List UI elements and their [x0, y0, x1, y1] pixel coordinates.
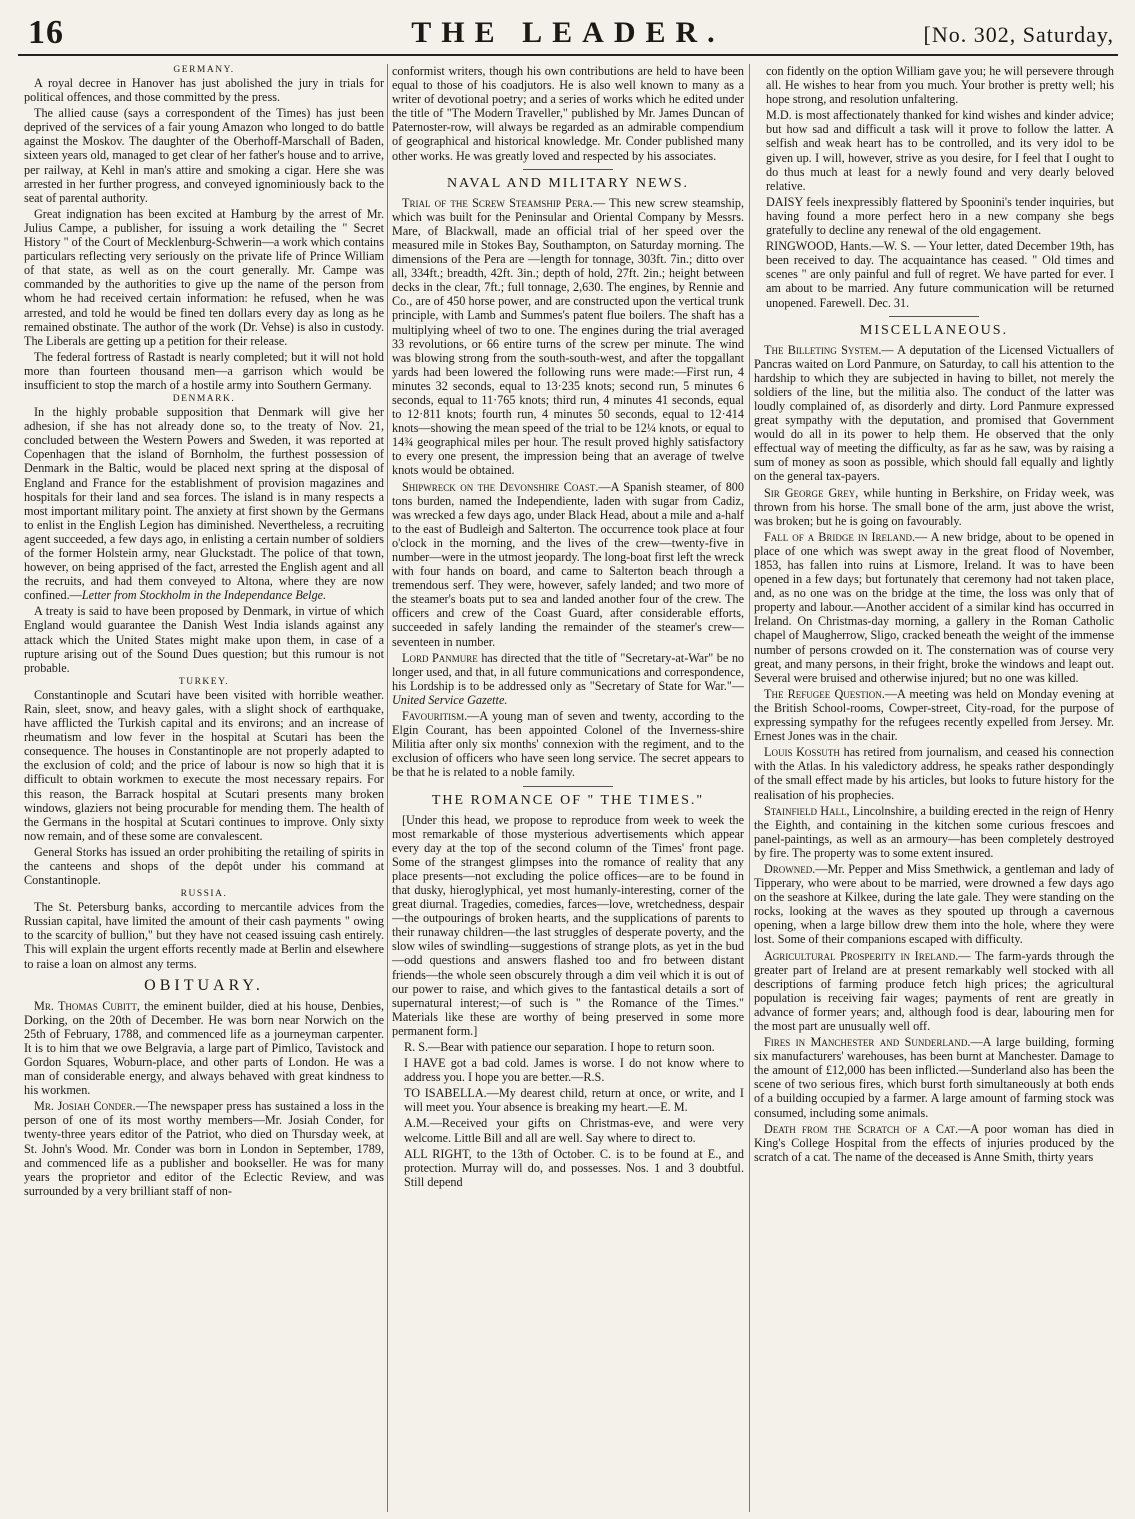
article-paragraph: A royal decree in Hanover has just abolished the jury in trials for political offences, and those committed by the press. — [24, 76, 384, 105]
article-paragraph — [24, 405, 384, 602]
article-paragraph: The St. Petersburg banks, according to mercantile advices from the Russian capital, have limited the amount of their cash payments " owing to the scarcity of bullion," but they have not ceased issuing cash entirely. This will explain the urgent efforts recently made at Berlin and elsewhere to raise a loan on almost any terms. — [24, 900, 384, 971]
section-heading-denmark: DENMARK. — [172, 394, 236, 405]
paragraph-text: —The newspaper press has sustained a loss in the person of one of its most worthy members—Mr. Josiah Conder, for twenty-three years editor of the Patriot, who died on Thursday week, at St. John's Wood. Mr. Conder was born in London in September, 1789, and commenced life as a publisher and bookseller. He was for many years the proprietor and editor of the Eclectic Review, and was surrounded by a very brilliant staff of non- — [24, 1099, 384, 1198]
personal-notice: M.D. is most affectionately thanked for kind wishes and kinder advice; but how sad and difficult a task will it prove to follow the latter. A selfish and weak heart has to be controlled, and its very idol to be given up. I will, however, strive as you desire, for I feel that I ought to do thus much at least for a newly found and very dearly beloved relative. — [766, 108, 1114, 193]
article-paragraph: conformist writers, though his own contributions are held to have been equal to those of his coadjutors. He is also well known to many as a writer of devotional poetry; and a series of works which he edited under the title of "The Modern Traveller," published by Mr. James Duncan of Paternoster-row, will always be regarded as an admirable compendium of geographical and historical knowledge. Mr. Conder published many other works. He was greatly loved and respected by his associates. — [392, 64, 744, 163]
article-paragraph — [24, 1099, 384, 1198]
paragraph-text: —A large building, forming six manufacturers' warehouses, has been burnt at Manchester. Damage to the amount of £12,000 has been inflicted.—Sunderland also has been the scene of two serious fires, which burst forth simultaneously at both ends of a building occupied by a farmer. A large amount of farming stock was consumed, including some animals. — [754, 1035, 1114, 1120]
section-rule — [523, 169, 613, 170]
paragraph-text: the eminent builder, died at his house, Denbies, Dorking, on the 20th of December. He was born near Norwich on the 25th of February, 1788, and commenced life as a journeyman carpenter. It is to him that we owe Belgravia, a large part of Pimlico, Tavistock and Gordon Squares, Woburn-place, and other parts of London. He was a man of considerable energy, and always behaved with great kindness to his workmen. — [24, 998, 384, 1098]
article-paragraph — [754, 1035, 1114, 1120]
section-heading-romance: THE ROMANCE OF " THE TIMES." — [431, 792, 705, 808]
paragraph-text: In the highly probable supposition that Denmark will give her adhesion, if she has not already done so, to the treaty of Nov. 21, concluded between the Western Powers and Sweden, it was reported at Copenhagen that the island of Bornholm, the furthest possession of Denmark in the Baltic, would be placed next spring at the disposal of England and France for the establishment of provision magazines and hospitals for their land and sea forces. The island is in many respects a most important military point. The anxiety at first shown by the Germans to enlist in the English Legion has diminished. Nevertheless, a recruiting agent succeeded, a few days ago, in enlisting a certain number of soldiers of the former Holstein army, near Gluckstadt. The police of that town, however, on being apprised of the fact, arrested the English agent and all the recruits, and had them conveyed to Altona, where they are now confined.— — [24, 405, 384, 603]
article-paragraph — [754, 687, 1114, 743]
section-heading-russia: RUSSIA. — [180, 889, 228, 900]
section-heading-turkey: TURKEY. — [178, 676, 230, 687]
paragraph-text: —Mr. Pepper and Miss Smethwick, a gentleman and lady of Tipperary, who were about to be married, were drowned a few days ago on the seashore at Kilkee, during the late gale. They were standing on the rocks, looking at the waves as they spouted up through a cavernous opening, when a large billow drew them into the hole, where they were lost. Some of their companions escaped with difficulty. — [754, 861, 1114, 947]
paragraph-text: —A meeting was held on Monday evening at the British School-rooms, Cowper-street, City-road, for the purpose of expressing sympathy for the refugees recently expelled from Jersey. Mr. Ernest Jones was in the chair. — [754, 686, 1114, 744]
article-paragraph — [754, 530, 1114, 685]
paragraph-text: —A young man of seven and twenty, according to the Elgin Courant, has been appointed Colonel of the Inverness-shire Militia after only six months' connexion with the regiment, and to the exclusion of officers who have seen long service. The secret appears to be that he is related to a noble family. — [392, 709, 744, 780]
item-lead: Drowned. — [764, 861, 816, 876]
item-lead: Fall of a Bridge in Ireland. — [764, 529, 916, 544]
article-paragraph — [392, 196, 744, 478]
paragraph-text: —A poor woman has died in King's College Hospital from the effects of injuries produced by the scratch of a cat. The name of the deceased is Anne Smith, thirty years — [754, 1121, 1114, 1164]
paragraph-text: has retired from journalism, and ceased his connection with the Atlas. In his valedictory address, he speaks rather despondingly of the small effect made by his articles, but looks to future history for the realisation of his prophecies. — [754, 745, 1114, 802]
article-paragraph: General Storks has issued an order prohibiting the retailing of spirits in the canteens and shops of the depôt under his command at Constantinople. — [24, 844, 384, 888]
article-paragraph — [754, 862, 1114, 947]
column-divider — [387, 64, 388, 1512]
source-credit: United Service Gazette. — [392, 692, 508, 707]
article-paragraph: A treaty is said to have been proposed by Denmark, in virtue of which England would guarantee the Danish West India islands against any attack which the United States might make upon them, in case of a rupture arising out of the Sound Dues question; but this rumour is not probable. — [24, 604, 384, 675]
article-paragraph: The allied cause (says a correspondent of the Times) has just been deprived of the services of a fair young Amazon who longed to do battle against the Moskov. The daughter of the Oberhoff-Marschall of Baden, sixteen years old, managed to get clear of her father's house and to arrive, per railway, at Kehl in man's attire and smoking a cigar. Here she was arrested in her further progress, and conveyed ignominiously back to the seat of parental authority. — [24, 106, 384, 205]
personal-notice: con fidently on the option William gave you; he will persevere through all. He wishes to hear from you much. Your brother is pretty well; his hope strong, and resolution unfaltering. — [766, 64, 1114, 107]
article-paragraph: [Under this head, we propose to reproduce from week to week the most remarkable of those mysterious advertisements which appear every day at the top of the second column of the Times' front page. Some of the strangest glimpses into the romance of reality that any place presents—not excluding the police offices—are to be found in that dusky, hieroglyphical, yet most humanly-interesting, corner of the great diurnal. Tragedies, comedies, farces—love, wretchedness, despair—the outpourings of broken hearts, and the supplications of parents to their runaway children—the last struggles of desperate poverty, and the slow wiles of swindling—suggestions of strange plots, as yet in the bud—odd questions and answers flashed too and fro between distant friends—the whole seen obscurely through a dim veil which it is out of our power to raise, and which gives to the fantastical details a sort of supernatural interest;—of such is " the Romance of the Times." Materials like these are worthy of being preserved in some more permanent form.] — [392, 812, 744, 1038]
column-3 — [754, 64, 1114, 1514]
item-lead: Favouritism. — [402, 709, 468, 724]
item-lead: Fires in Manchester and Sunderland. — [764, 1035, 971, 1050]
article-paragraph — [754, 745, 1114, 801]
item-lead: Agricultural Prosperity in Ireland. — [764, 948, 959, 963]
paragraph-text: Lincolnshire, a building erected in the reign of Henry the Eighth, and containing in the kitchen some curious frescoes and panel-paintings, as well as an armoury—has been completely destroyed by fire. The property was to some extent insured. — [754, 803, 1114, 860]
article-paragraph: Great indignation has been excited at Hamburg by the arrest of Mr. Julius Campe, a publisher, for issuing a work detailing the " Secret History " of the Court of Mecklenburg-Schwerin—a work which contains particulars reflecting very seriously on the private life of Prince William of that state, as well as on the court generally. Mr. Campe was commanded by the authorities to give up the name of the person from whom he had received certain information: he refused, when he was arrested, and told he would be fined ten dollars every day as long as he remained obstinate. The author of the work (Dr. Vehse) is also in custody. The Liberals are getting up a petition for their release. — [24, 206, 384, 348]
section-rule — [523, 786, 613, 787]
item-lead: Shipwreck on the Devonshire Coast. — [402, 479, 599, 494]
item-lead: Mr. Josiah Conder. — [34, 1099, 136, 1114]
section-heading-obituary: OBITUARY. — [144, 976, 264, 994]
item-lead: Sir George Grey, — [764, 485, 859, 500]
article-paragraph — [392, 480, 744, 649]
article-paragraph — [24, 999, 384, 1098]
paragraph-text: — A deputation of the Licensed Victuallers of Pancras waited on Lord Panmure, on Saturday, to call his attention to the hardship to which they are subjected in having to billet, not merely the soldiers of the line, but the militia also. The conduct of the latter was loudly complained of, as disorderly and dirty. Lord Panmure expressed great sympathy with the deputation, and promised that Government would do all in its power to help them. He observed that the only effectual way of meeting the difficulty, as far as he saw, was by raising a sum of money as soon as possible, which should fall equally and lightly on the general tax-payers. — [754, 342, 1114, 484]
item-lead: Death from the Scratch of a Cat. — [764, 1121, 959, 1136]
article-paragraph — [754, 804, 1114, 860]
header-rule — [18, 54, 1118, 56]
article-paragraph — [392, 709, 744, 779]
personal-notice: I HAVE got a bad cold. James is worse. I do not know where to address you. I hope you are better.—R.S. — [404, 1056, 744, 1085]
personal-notice: TO ISABELLA.—My dearest child, return at once, or write, and I will meet you. Your absence is breaking my heart.—E. M. — [404, 1086, 744, 1115]
article-paragraph — [754, 1122, 1114, 1164]
paragraph-text: while hunting in Berkshire, on Friday week, was thrown from his horse. The small bone of the arm, just above the wrist, was broken; but he is going on favourably. — [754, 485, 1114, 528]
paragraph-text: — This new screw steamship, which was built for the Peninsular and Oriental Company by Messrs. Mare, of Blackwall, made an official trial of her speed over the measured mile in Stokes Bay, Southampton, on Saturday morning. The dimensions of the Pera are —length for tonnage, 303ft. 7in.; ditto over all, 334ft.; breadth, 42ft. 3in.; depth of hold, 27ft. 2in.; height between decks in the clear, 7ft.; full tonnage, 2,630. The engines, by Rennie and Co., are of 450 horse power, and are constructed upon the vertical trunk principle, with Lamb and Summes's patent flue boilers. The shaft has a multiplying wheel of two to one. The engines during the trial averaged 33 revolutions, or 66 entire turns of the screw per minute. The wind was blowing strong from the south-south-west, and after the topgallant yards had been lowered the following runs were made:—First run, 4 minutes 32 seconds, equal to 13·235 knots; second run, 5 minutes 6 seconds, equal to 11·765 knots; third run, 4 minutes 41 seconds, equal to 12·811 knots; fourth run, 4 minutes 50 seconds, equal to 12·414 knots—showing the mean speed of the trial to be 12¼ knots, or equal to 14¾ geographical miles per hour. The result proved highly satisfactory to every one present, the impression being that an average of twelve knots would be obtained. — [392, 195, 744, 478]
paragraph-text: — A new bridge, about to be opened in place of one which was swept away in the great flood of November, 1853, has fallen into ruins at Lismore, Ireland. It was to have been opened in a few days; but fortunately that ceremony had not taken place, and, as no one was on the bridge at the time, the loss was only that of property and labour.—Another accident of a similar kind has occurred in Ireland. On Christmas-day morning, a gallery in the Roman Catholic chapel of Maugherrow, Sligo, cracked beneath the weight of the immense number of persons crowded on it. The consternation was of course very great, and many persons, in their fright, broke the windows and leapt out. Several were bruised and otherwise injured; but no one was killed. — [754, 529, 1114, 685]
item-lead: Trial of the Screw Steamship Pera. — [402, 195, 593, 210]
paragraph-text: —A Spanish steamer, of 800 tons burden, named the Independiente, laden with sugar from Cadiz, was wrecked a few days ago, under Black Head, about a mile and a-half to the east of Budleigh and Salterton. The occurrence took place at four o'clock in the morning, and the lives of the crew—twenty-five in number—were in the utmost jeopardy. The long-boat first left the wreck with four hands on board, and came to Salterton beach through a tremendous serf. They were, however, safely landed; and two more of the steamer's boats put to sea and landed another four of the crew. The officers and crew of the Coast Guard, after considerable efforts, succeeded in safely landing the remainder of the steamer's crew—seventeen in number. — [392, 479, 744, 649]
article-paragraph: Constantinople and Scutari have been visited with horrible weather. Rain, sleet, snow, and heavy gales, with a slight shock of earthquake, have afflicted the Turkish capital and its environs; and an increase of rheumatism and low fever in the hospital at Scutari has been the consequence. The houses in Constantinople are not properly adapted to the exclusion of cold; and the price of labour is now so high that it is difficult to obtain workmen to execute the most necessary repairs. For this reason, the Barrack hospital at Scutari presents many broken windows, glaziers not being procurable for mending them. The health of the Germans in the hospital at Scutari continues to improve. Only sixty now remain, and of these some are convalescent. — [24, 687, 384, 843]
section-heading-miscellaneous: MISCELLANEOUS. — [859, 322, 1009, 338]
section-heading-germany: GERMANY. — [173, 65, 235, 75]
article-paragraph — [392, 651, 744, 707]
personal-notice: ALL RIGHT, to the 13th of October. C. is to be found at E., and protection. Murray will do, and possesses. Nos. 1 and 3 doubtful. Still depend — [404, 1146, 744, 1189]
paragraph-text: has directed that the title of "Secretary-at-War" be no longer used, and that, in all future communications and correspondence, his Lordship is to be addressed only as "Secretary of State for War."— — [392, 650, 744, 693]
item-lead: Mr. Thomas Cubitt, — [34, 998, 140, 1013]
item-lead: Stainfield Hall, — [764, 803, 850, 818]
source-credit: Letter from Stockholm in the Independance Belge. — [81, 588, 327, 603]
issue-line: [No. 302, Saturday, — [923, 22, 1114, 47]
personal-notice: R. S.—Bear with patience our separation. I hope to return soon. — [404, 1040, 715, 1054]
personal-notice: A.M.—Received your gifts on Christmas-eve, and were very welcome. Little Bill and all are well. Say where to direct to. — [404, 1116, 744, 1145]
personal-notice: DAISY feels inexpressibly flattered by Spoonini's tender inquiries, but having found a more perfect hero in a new company she begs gratefully to decline any renewal of the old engagement. — [766, 194, 1114, 238]
item-lead: The Billeting System. — [764, 342, 882, 357]
article-paragraph — [754, 343, 1114, 484]
column-2 — [392, 64, 744, 1514]
page-number: 16 — [28, 14, 64, 51]
section-heading-naval: NAVAL AND MILITARY NEWS. — [446, 175, 690, 191]
item-lead: The Refugee Question. — [764, 686, 885, 701]
paragraph-text: — The farm-yards through the greater part of Ireland are at present remarkably well stocked with all descriptions of farming produce fetch high prices; the agricultural population is receiving fair wages; payments of rent are greatly in advance of former years; and, although food is dear, labouring men for the most part are unusually well off. — [754, 948, 1114, 1033]
column-1 — [24, 64, 384, 1514]
section-rule — [889, 316, 979, 317]
item-lead: Louis Kossuth — [764, 745, 840, 760]
article-paragraph — [754, 486, 1114, 528]
page-header — [18, 6, 1118, 58]
article-paragraph — [754, 949, 1114, 1034]
article-paragraph: The federal fortress of Rastadt is nearly completed; but it will not hold more than fourteen thousand men—a garrison which would be insufficient to stop the march of a hostile army into Southern Germany. — [24, 349, 384, 392]
item-lead: Lord Panmure — [402, 650, 478, 665]
personal-notice: RINGWOOD, Hants.—W. S. — Your letter, dated December 19th, has been received to day. The acquaintance has ceased. " Old times and scenes " are only painful and full of regret. We have parted for ever. I am about to be married. Any future communication will be returned unopened. Farewell. Dec. 31. — [766, 239, 1114, 310]
column-divider — [749, 64, 750, 1512]
masthead-title: THE LEADER. — [411, 16, 725, 49]
